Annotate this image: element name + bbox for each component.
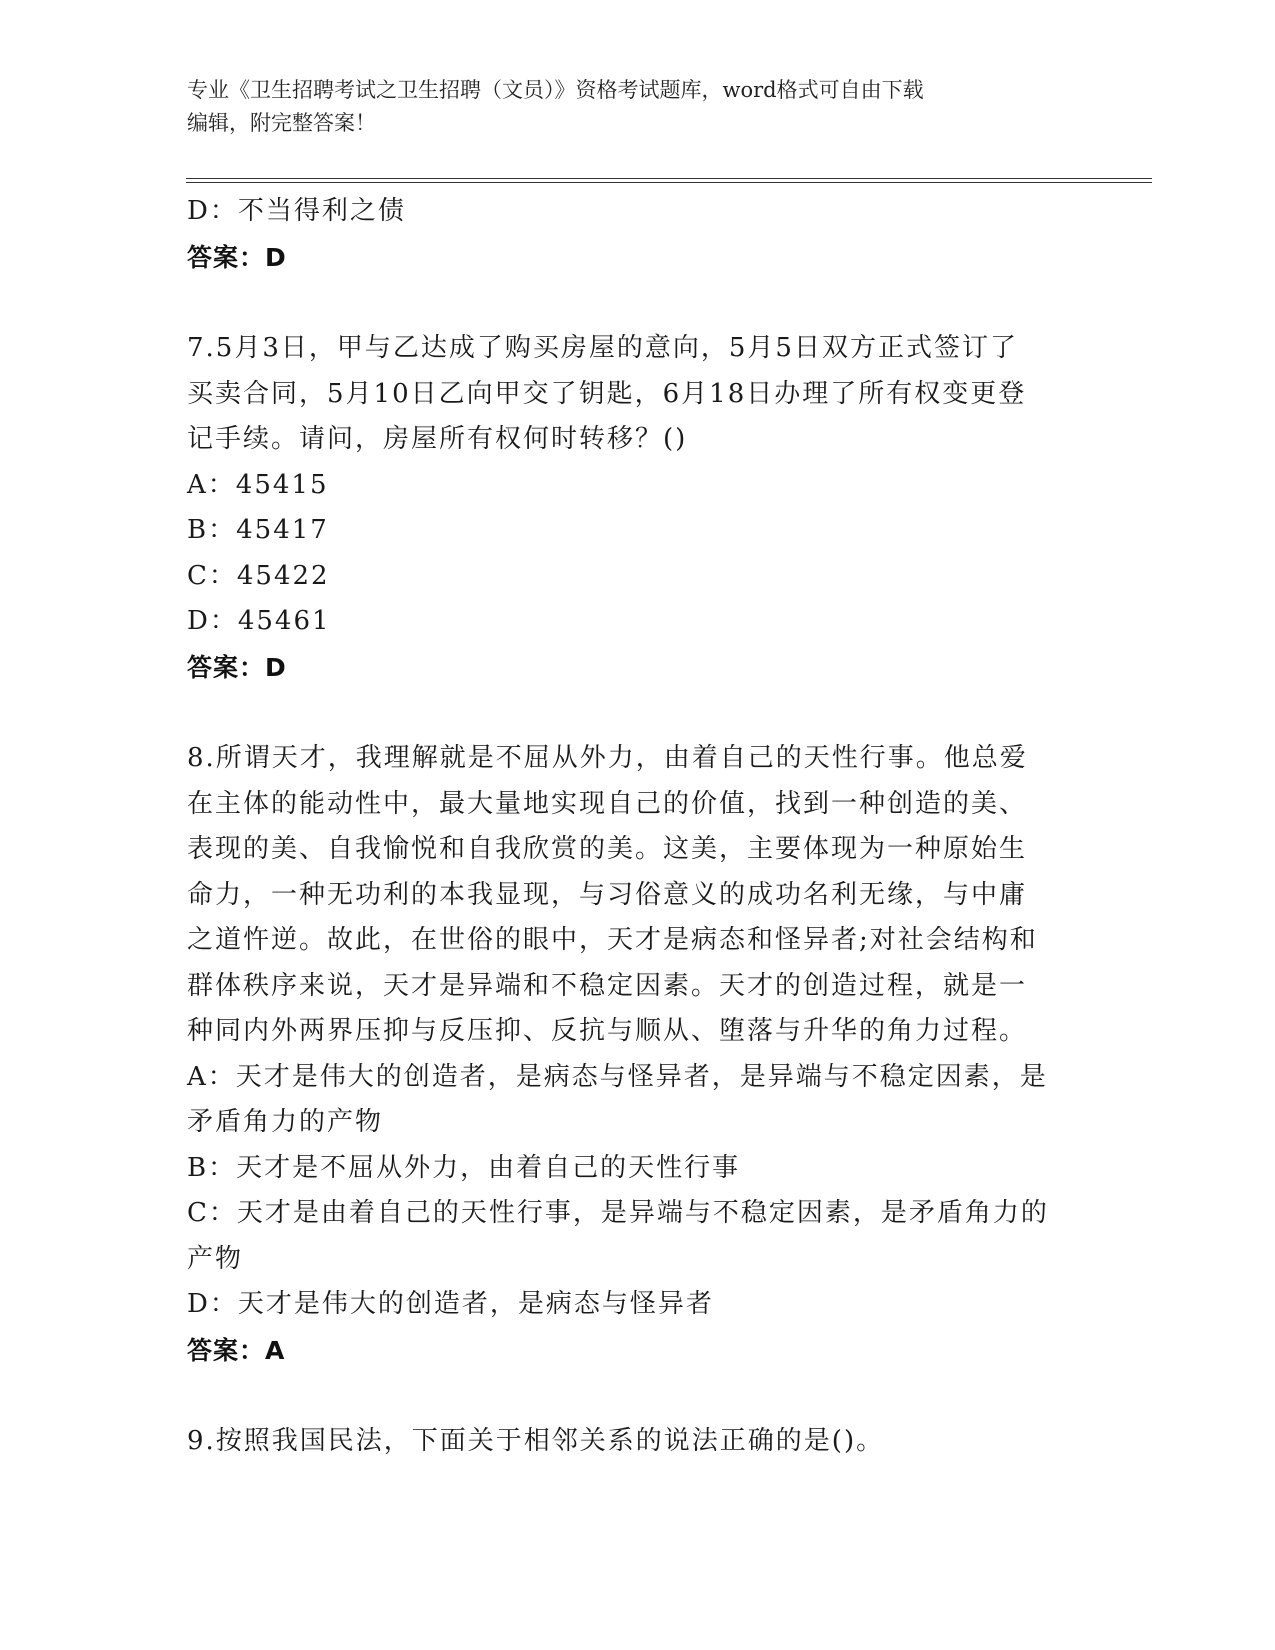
header-divider	[186, 178, 1152, 179]
option-d: D：45461	[187, 606, 331, 636]
previous-question	[187, 189, 1087, 280]
page-header	[187, 74, 1067, 140]
option-a: A：天才是伟大的创造者，是病态与怪异者，是异端与不稳定因素，是	[187, 1061, 1048, 1092]
header-divider	[186, 182, 1152, 183]
option-b: B：45417	[187, 515, 329, 545]
question-text-line: 群体秩序来说，天才是异端和不稳定因素。天才的创造过程，就是一	[187, 970, 1028, 1001]
question-9	[187, 1419, 1087, 1465]
question-text-line: 8.所谓天才，我理解就是不屈从外力，由着自己的天性行事。他总爱	[187, 743, 1028, 773]
option-a-continued: 矛盾角力的产物	[187, 1107, 384, 1137]
question-text-line: 9.按照我国民法，下面关于相邻关系的说法正确的是()。	[187, 1426, 885, 1456]
document-body	[187, 189, 1087, 1465]
answer: 答案：D	[187, 242, 287, 272]
question-text-line: 之道忤逆。故此，在世俗的眼中，天才是病态和怪异者;对社会结构和	[187, 925, 1038, 955]
question-7	[187, 326, 1087, 690]
option-c: C：45422	[187, 560, 330, 591]
question-text-line: 种同内外两界压抑与反压抑、反抗与顺从、堕落与升华的角力过程。	[187, 1016, 1028, 1046]
option-a: A：45415	[187, 469, 329, 500]
question-text-line: 记手续。请问，房屋所有权何时转移？()	[187, 424, 688, 454]
question-text-line: 买卖合同，5月10日乙向甲交了钥匙，6月18日办理了所有权变更登	[187, 378, 1027, 409]
option-c-continued: 产物	[187, 1243, 244, 1274]
header-line: 专业《卫生招聘考试之卫生招聘（文员）》资格考试题库，word格式可自由下载	[187, 78, 924, 102]
answer: 答案：A	[187, 1335, 286, 1365]
question-text-line: 命力，一种无功利的本我显现，与习俗意义的成功名利无缘，与中庸	[187, 879, 1028, 910]
option-b: B：天才是不屈从外力，由着自己的天性行事	[187, 1152, 741, 1183]
option-c: C：天才是由着自己的天性行事，是异端与不稳定因素，是矛盾角力的	[187, 1198, 1049, 1228]
question-text-line: 7.5月3日，甲与乙达成了购买房屋的意向，5月5日双方正式签订了	[187, 333, 1018, 363]
answer: 答案：D	[187, 652, 287, 682]
option-d: D：不当得利之债	[187, 196, 406, 226]
question-text-line: 表现的美、自我愉悦和自我欣赏的美。这美，主要体现为一种原始生	[187, 834, 1028, 864]
option-d: D：天才是伟大的创造者，是病态与怪异者	[187, 1289, 714, 1319]
header-line: 编辑，附完整答案！	[187, 111, 376, 135]
question-text-line: 在主体的能动性中，最大量地实现自己的价值，找到一种创造的美、	[187, 788, 1028, 819]
question-8	[187, 736, 1087, 1373]
